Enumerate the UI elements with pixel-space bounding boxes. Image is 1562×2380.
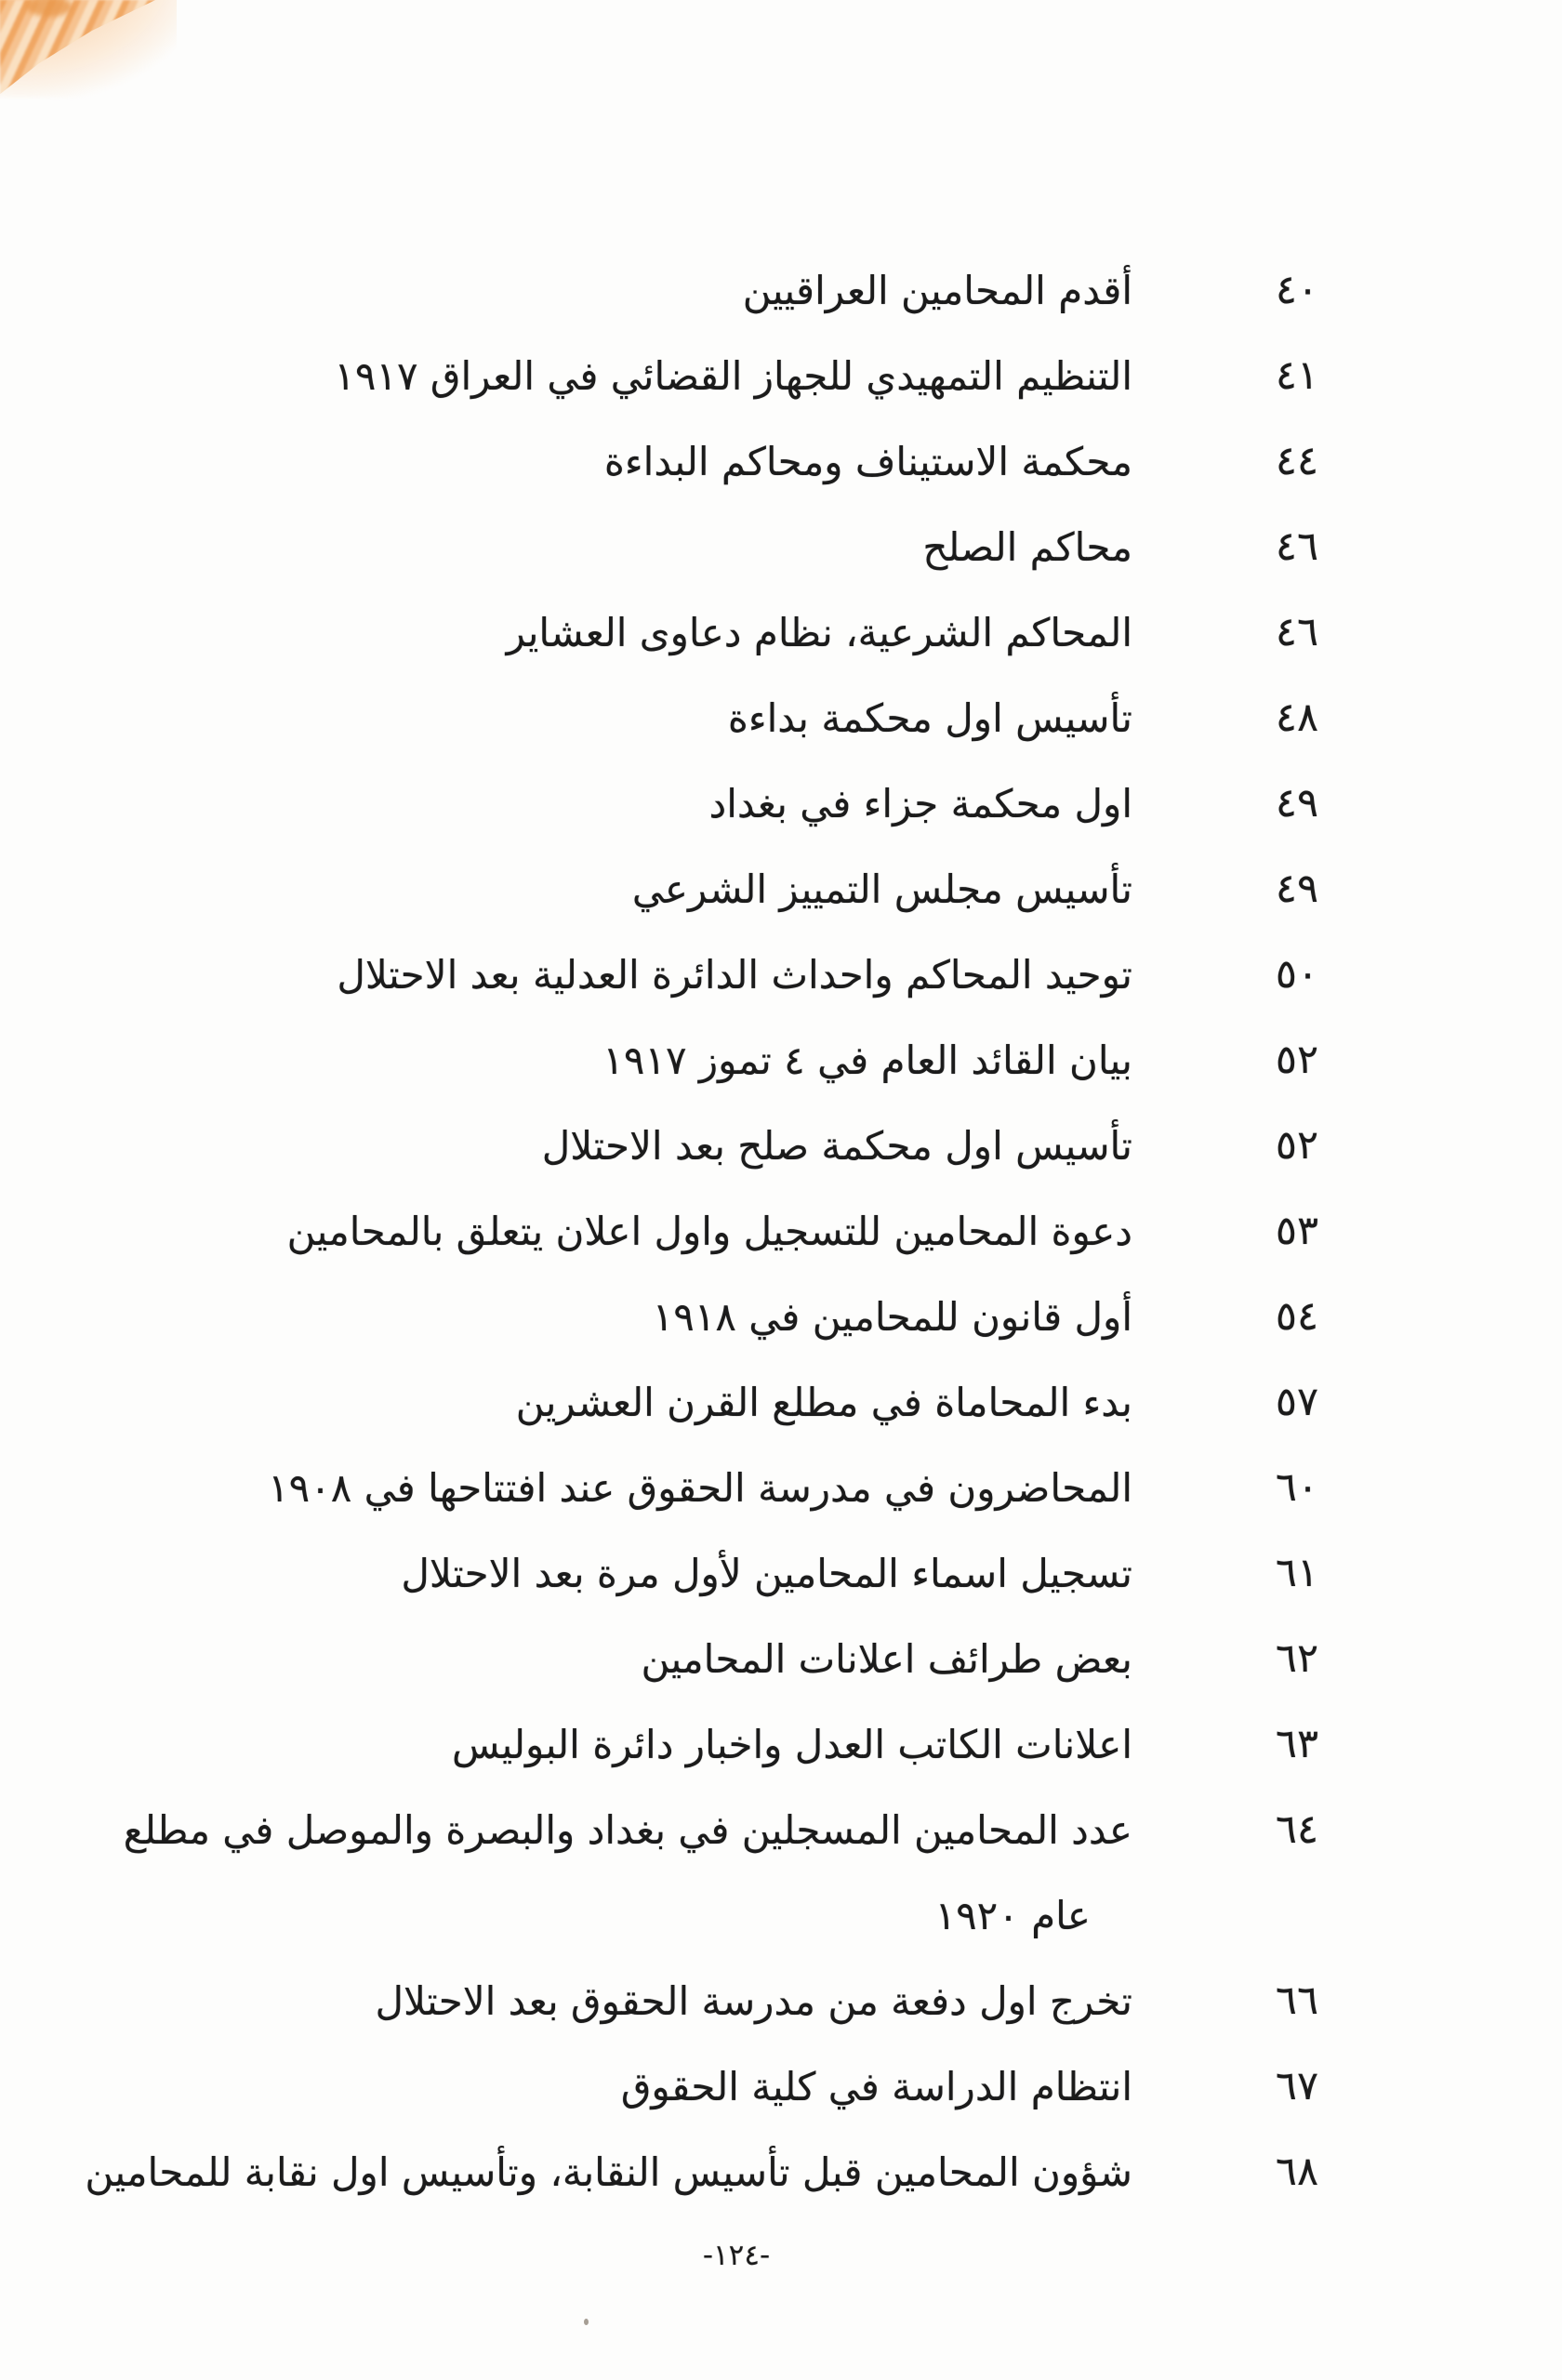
- toc-page-number: ٤٩: [1275, 866, 1319, 912]
- toc-row-continuation: [0, 1872, 1562, 1958]
- toc-entry-title: المحاضرون في مدرسة الحقوق عند افتتاحها في ١٩٠٨: [268, 1464, 1132, 1511]
- toc-entry-title: بيان القائد العام في ٤ تموز ١٩١٧: [602, 1037, 1132, 1083]
- toc-row: [0, 589, 1562, 675]
- toc-entry-title: المحاكم الشرعية، نظام دعاوى العشاير: [506, 609, 1132, 655]
- toc-entry-title: انتظام الدراسة في كلية الحقوق: [620, 2063, 1132, 2109]
- toc-page-number: ٤٦: [1275, 609, 1319, 655]
- scan-corner-artifact: [0, 0, 177, 102]
- toc-entry-title: محاكم الصلح: [922, 523, 1132, 570]
- toc-page-number: ٦٣: [1275, 1721, 1319, 1767]
- toc-page-number: ٤٩: [1275, 780, 1319, 826]
- toc-page-number: ٤٠: [1275, 267, 1319, 313]
- toc-entry-title: عدد المحامين المسجلين في بغداد والبصرة والموصل في مطلع: [123, 1806, 1132, 1853]
- toc-row: [0, 846, 1562, 932]
- toc-row: [0, 504, 1562, 589]
- toc-page-number: ٥٢: [1275, 1122, 1319, 1169]
- toc-entry-title: تأسيس اول محكمة صلح بعد الاحتلال: [541, 1122, 1132, 1169]
- toc-entry-title: بعض طرائف اعلانات المحامين: [641, 1635, 1132, 1682]
- toc-entry-title: أقدم المحامين العراقيين: [742, 267, 1132, 313]
- toc-page-number: ٦٦: [1275, 1977, 1319, 2024]
- toc-row: [0, 760, 1562, 846]
- page-footer-number: -١٢٤-: [702, 2239, 771, 2272]
- toc-entry-title: تخرج اول دفعة من مدرسة الحقوق بعد الاحتلال: [375, 1977, 1132, 2024]
- toc-row: [0, 1274, 1562, 1359]
- toc-entry-title: تأسيس اول محكمة بداءة: [727, 694, 1132, 741]
- toc-entry-title: محكمة الاستيناف ومحاكم البداءة: [603, 438, 1132, 484]
- toc-page-number: ٥٤: [1275, 1293, 1319, 1340]
- toc-entry-title: أول قانون للمحامين في ١٩١٨: [652, 1293, 1132, 1340]
- toc-row: [0, 333, 1562, 418]
- toc-row: [0, 1103, 1562, 1188]
- ink-speck: [584, 2319, 589, 2325]
- toc-entry-title: بدء المحاماة في مطلع القرن العشرين: [515, 1379, 1132, 1425]
- toc-row: [0, 247, 1562, 333]
- toc-entry-title: التنظيم التمهيدي للجهاز القضائي في العراق ١٩١٧: [334, 352, 1132, 399]
- toc-row: [0, 1445, 1562, 1530]
- toc-page-number: ٦٢: [1275, 1635, 1319, 1682]
- toc-entry-title: اول محكمة جزاء في بغداد: [708, 780, 1132, 826]
- scan-corner-glow: [0, 0, 177, 98]
- toc-page-number: ٥٢: [1275, 1037, 1319, 1083]
- toc-page-number: ٤٤: [1275, 438, 1319, 484]
- toc-row: [0, 1701, 1562, 1787]
- toc-entry-title: تأسيس مجلس التمييز الشرعي: [631, 866, 1132, 912]
- toc-row: [0, 1017, 1562, 1103]
- toc-page-number: ٦٨: [1275, 2149, 1319, 2195]
- toc-page-number: ٦٧: [1275, 2063, 1319, 2109]
- toc-entry-title: اعلانات الكاتب العدل واخبار دائرة البوليس: [451, 1721, 1132, 1767]
- toc-row: [0, 675, 1562, 760]
- toc-entry-title: تسجيل اسماء المحامين لأول مرة بعد الاحتلال: [401, 1550, 1132, 1596]
- toc-page-number: ٤٦: [1275, 523, 1319, 570]
- toc-page-number: ٤١: [1275, 352, 1319, 399]
- toc-row: [0, 2129, 1562, 2215]
- toc-row: [0, 932, 1562, 1017]
- toc-entry-title: شؤون المحامين قبل تأسيس النقابة، وتأسيس اول نقابة للمحامين: [85, 2149, 1132, 2195]
- toc-page-number: ٤٨: [1275, 694, 1319, 741]
- toc-entry-title: توحيد المحاكم واحداث الدائرة العدلية بعد الاحتلال: [337, 951, 1132, 998]
- toc-row: [0, 418, 1562, 504]
- table-of-contents: [0, 247, 1562, 2215]
- toc-page-number: ٥٣: [1275, 1208, 1319, 1254]
- toc-page-number: ٦١: [1275, 1550, 1319, 1596]
- toc-page-number: ٦٤: [1275, 1806, 1319, 1853]
- toc-page-number: ٥٧: [1275, 1379, 1319, 1425]
- toc-row: [0, 1530, 1562, 1616]
- toc-row: [0, 1616, 1562, 1701]
- toc-row: [0, 1188, 1562, 1274]
- scan-corner-wedge: [0, 0, 177, 102]
- toc-entry-title: دعوة المحامين للتسجيل واول اعلان يتعلق بالمحامين: [286, 1208, 1132, 1254]
- toc-page-number: ٦٠: [1275, 1464, 1319, 1511]
- toc-row: [0, 1958, 1562, 2043]
- toc-row: [0, 1787, 1562, 1872]
- toc-row: [0, 1359, 1562, 1445]
- toc-row: [0, 2043, 1562, 2129]
- toc-page-number: ٥٠: [1275, 951, 1319, 998]
- scan-corner-blob: [26, 0, 73, 17]
- toc-entry-title: عام ١٩٢٠: [934, 1892, 1091, 1938]
